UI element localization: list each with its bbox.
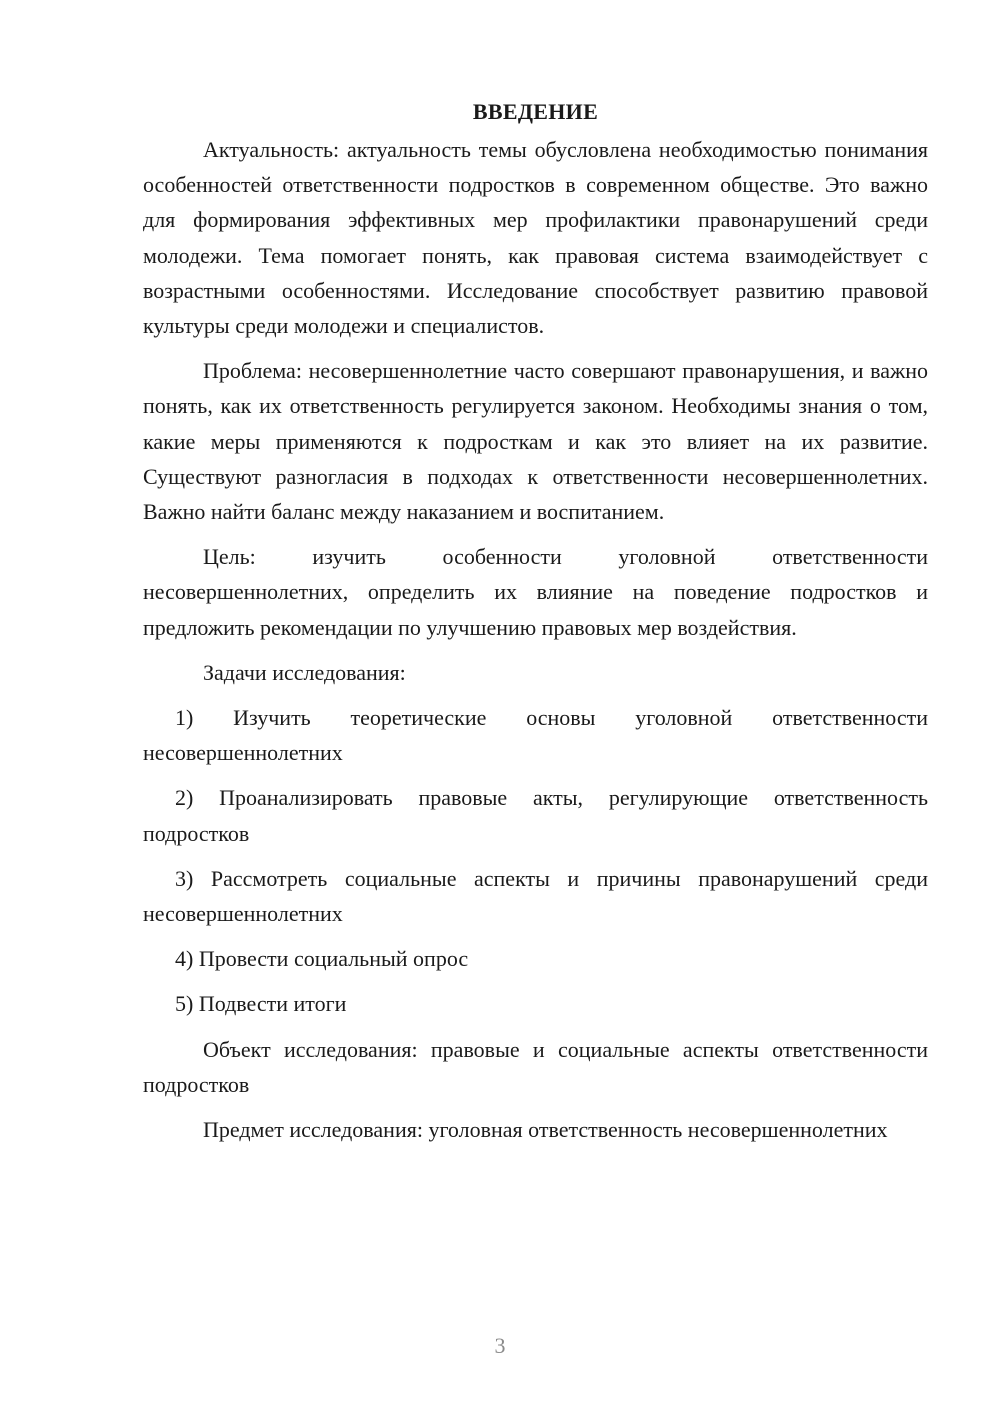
page-content (143, 92, 928, 1147)
goal-paragraph: Цель: изучить особенности уголовной ответственности несовершеннолетних, определить их влияние на поведение подростков и предложить рекомендации по улучшению правовых мер воздействия. (143, 544, 928, 640)
task-item-5: 5) Подвести итоги (175, 991, 347, 1017)
relevance-paragraph: Актуальность: актуальность темы обусловлена необходимостью понимания особенностей ответственности подростков в современном обществе. Это важно для формирования эффективных мер профилактики правонарушений среди молодежи. Тема помогает понять, как правовая система взаимодействует с возрастными особенностями. Исследование способствует развитию правовой культуры среди молодежи и специалистов. (143, 137, 928, 339)
problem-paragraph: Проблема: несовершеннолетние часто совершают правонарушения, и важно понять, как их ответственность регулируется законом. Необходимы знания о том, какие меры применяются к подросткам и как это влияет на их развитие. Существуют разногласия в подходах к ответственности несовершеннолетних. Важно найти баланс между наказанием и воспитанием. (143, 358, 928, 525)
page-title: ВВЕДЕНИЕ (472, 99, 599, 124)
research-object-paragraph: Объект исследования: правовые и социальные аспекты ответственности подростков (143, 1036, 928, 1097)
tasks-heading: Задачи исследования: (203, 659, 406, 685)
page-number: 3 (494, 1333, 506, 1358)
task-item-4: 4) Провести социальный опрос (175, 946, 469, 972)
task-item-1: 1) Изучить теоретические основы уголовной ответственности несовершеннолетних (143, 705, 928, 766)
task-item-3: 3) Рассмотреть социальные аспекты и причины правонарушений среди несовершеннолетних (143, 865, 928, 927)
task-item-2: 2) Проанализировать правовые акты, регулирующие ответственность подростков (143, 785, 928, 846)
research-subject-paragraph: Предмет исследования: уголовная ответственность несовершеннолетних (203, 1117, 888, 1143)
